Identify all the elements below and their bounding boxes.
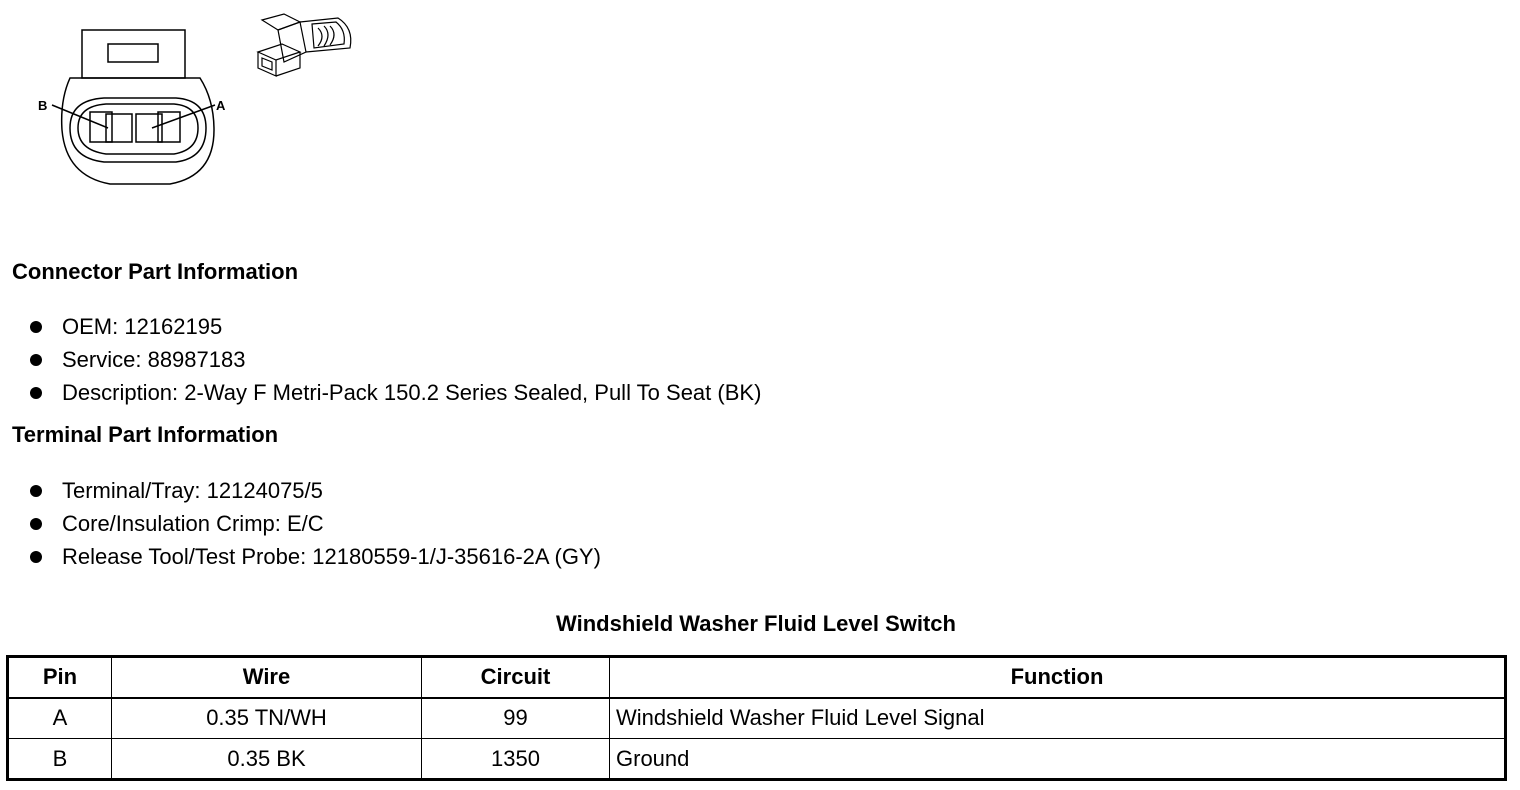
cavity-b <box>106 114 132 142</box>
cell-function: Ground <box>610 739 1506 780</box>
pin-a-label: A <box>216 98 226 113</box>
crimp-text: Core/Insulation Crimp: E/C <box>62 511 324 536</box>
cell-pin: B <box>8 739 112 780</box>
oem-text: OEM: 12162195 <box>62 314 223 339</box>
cell-pin: A <box>8 698 112 739</box>
table-row <box>8 698 1506 739</box>
service-text: Service: 88987183 <box>62 347 246 372</box>
header-function: Function <box>610 657 1506 698</box>
header-wire: Wire <box>112 657 422 698</box>
description-text: Description: 2-Way F Metri-Pack 150.2 Series Sealed, Pull To Seat (BK) <box>62 380 762 405</box>
list-item <box>28 477 601 510</box>
bullet-icon <box>30 387 42 399</box>
connector-part-info-heading: Connector Part Information <box>12 259 299 284</box>
bullet-icon <box>30 485 42 497</box>
cell-circuit: 99 <box>422 698 610 739</box>
list-item <box>28 313 761 346</box>
bullet-icon <box>30 551 42 563</box>
header-circuit: Circuit <box>422 657 610 698</box>
connector-lock-tab <box>82 30 185 78</box>
cell-wire: 0.35 BK <box>112 739 422 780</box>
pin-b-label: B <box>38 98 48 113</box>
pin-table-title: Windshield Washer Fluid Level Switch <box>556 611 956 636</box>
pin-table <box>6 655 1507 781</box>
cell-wire: 0.35 TN/WH <box>112 698 422 739</box>
list-item <box>28 346 761 379</box>
terminal-tray-text: Terminal/Tray: 12124075/5 <box>62 478 323 503</box>
connector-part-info-list <box>28 313 761 412</box>
bullet-icon <box>30 354 42 366</box>
release-tool-text: Release Tool/Test Probe: 12180559-1/J-35616-2A (GY) <box>62 544 601 569</box>
bullet-icon <box>30 518 42 530</box>
bullet-icon <box>30 321 42 333</box>
list-item <box>28 543 601 576</box>
cell-circuit: 1350 <box>422 739 610 780</box>
terminal-part-info-list <box>28 477 601 576</box>
list-item <box>28 379 761 412</box>
connector-body <box>62 78 214 184</box>
terminal-part-info-heading: Terminal Part Information <box>12 422 279 447</box>
cell-function: Windshield Washer Fluid Level Signal <box>610 698 1506 739</box>
header-pin: Pin <box>8 657 112 698</box>
connector-diagram <box>0 0 380 200</box>
table-row <box>8 739 1506 780</box>
connector-iso-view <box>258 14 351 76</box>
table-header-row <box>8 657 1506 698</box>
list-item <box>28 510 601 543</box>
